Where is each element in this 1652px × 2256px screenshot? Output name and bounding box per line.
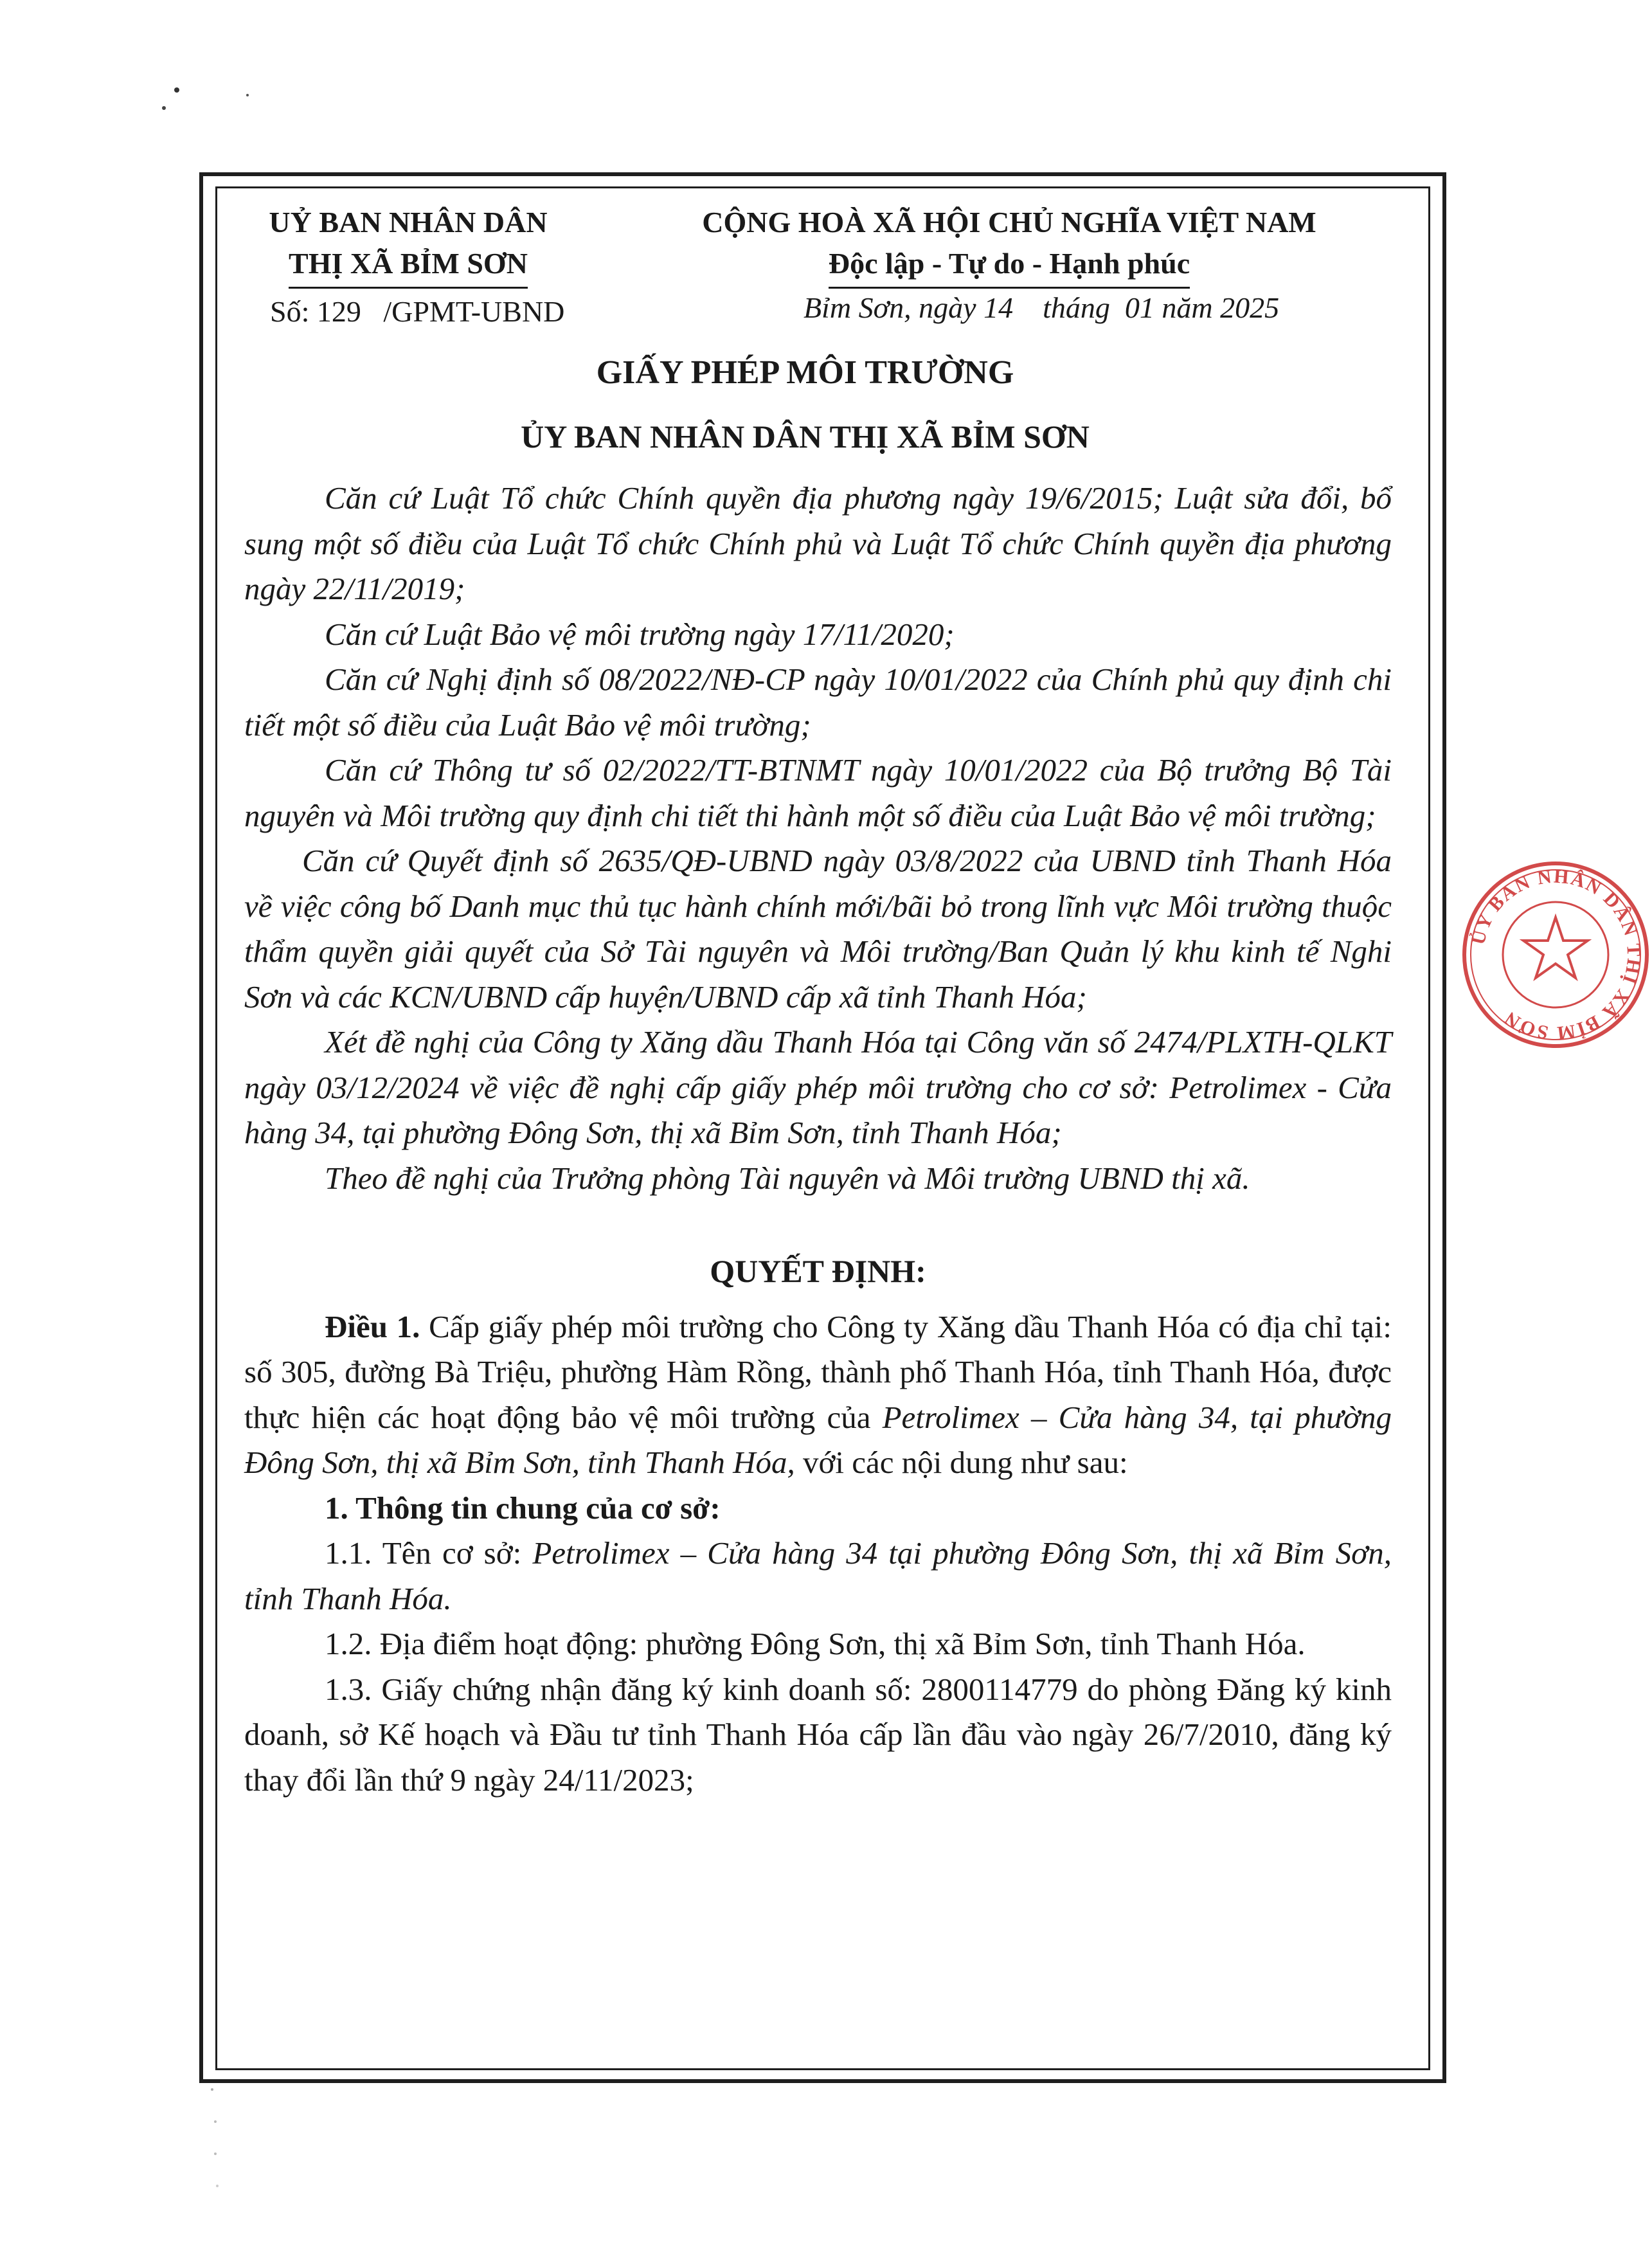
article-1-tail: với các nội dung như sau: xyxy=(795,1445,1128,1480)
issuing-agency xyxy=(244,202,572,289)
preamble-6: Xét đề nghị của Công ty Xăng dầu Thanh Hóa tại Công văn số 2474/PLXTH-QLKT ngày 03/12/2024 về việc đề nghị cấp giấy phép môi trường cho cơ sở: Petrolimex - Cửa hàng 34, tại phường Đông Sơn, thị xã Bỉm Sơn, tỉnh Thanh Hóa; xyxy=(244,1024,1392,1150)
seal-text: ỦY BAN NHÂN DÂN THỊ XÃ BỈM SƠN xyxy=(1467,865,1645,1044)
item-1-3: 1.3. Giấy chứng nhận đăng ký kinh doanh số: 2800114779 do phòng Đăng ký kinh doanh, sở Kế hoạch và Đầu tư tỉnh Thanh Hóa cấp lần đầu vào ngày 26/7/2010, đăng ký thay đổi lần thứ 9 ngày 24/11/2023; xyxy=(244,1671,1392,1798)
section-1-heading: 1. Thông tin chung của cơ sở: xyxy=(325,1490,721,1526)
document-body xyxy=(244,476,1392,1803)
item-1-1-value: Petrolimex – Cửa hàng 34 tại phường Đông Sơn, thị xã Bỉm Sơn, tỉnh Thanh Hóa. xyxy=(244,1535,1392,1616)
preamble-4: Căn cứ Thông tư số 02/2022/TT-BTNMT ngày 10/01/2022 của Bộ trưởng Bộ Tài nguyên và Môi trường quy định chi tiết thi hành một số điều của Luật Bảo vệ môi trường; xyxy=(244,752,1392,833)
issuer-title: ỦY BAN NHÂN DÂN THỊ XÃ BỈM SƠN xyxy=(521,419,1090,455)
preamble-2: Căn cứ Luật Bảo vệ môi trường ngày 17/11/2020; xyxy=(325,616,955,652)
article-1-facility: Petrolimex – Cửa hàng 34, tại phường Đông Sơn, thị xã Bỉm Sơn, tỉnh Thanh Hóa, xyxy=(244,1399,1392,1480)
document-title: GIẤY PHÉP MÔI TRƯỜNG xyxy=(596,354,1014,391)
preamble-7: Theo đề nghị của Trưởng phòng Tài nguyên và Môi trường UBND thị xã. xyxy=(325,1160,1250,1196)
preamble-5: Căn cứ Quyết định số 2635/QĐ-UBND ngày 03/8/2022 của UBND tỉnh Thanh Hóa về việc công bố Danh mục thủ tục hành chính mới/bãi bỏ trong lĩnh vực Môi trường thuộc thẩm quyền giải quyết của Sở Tài nguyên và Môi trường/Ban Quản lý khu kinh tế Nghi Sơn và các KCN/UBND cấp huyện/UBND cấp xã tỉnh Thanh Hóa; xyxy=(244,843,1392,1015)
decision-heading: QUYẾT ĐỊNH: xyxy=(710,1253,926,1289)
nation-line1: CỘNG HOÀ XÃ HỘI CHỦ NGHĨA VIỆT NAM xyxy=(702,206,1316,239)
agency-line2: THỊ XÃ BỈM SƠN xyxy=(289,243,528,289)
document-date: Bỉm Sơn, ngày 14 tháng 01 năm 2025 xyxy=(804,291,1280,324)
official-seal xyxy=(1459,858,1652,1051)
agency-line1: UỶ BAN NHÂN DÂN xyxy=(269,206,548,239)
preamble-1: Căn cứ Luật Tổ chức Chính quyền địa phương ngày 19/6/2015; Luật sửa đổi, bổ sung một số điều của Luật Tổ chức Chính phủ và Luật Tổ chức Chính quyền địa phương ngày 22/11/2019; xyxy=(244,480,1392,606)
document-number: Số: 129 /GPMT-UBND xyxy=(270,295,565,328)
svg-text:ỦY BAN NHÂN DÂN THỊ XÃ BỈM SƠN xyxy=(1468,865,1644,1043)
article-1-text: Cấp giấy phép môi trường cho Công ty Xăng dầu Thanh Hóa có địa chỉ tại: số 305, đường Bà Triệu, phường Hàm Rồng, thành phố Thanh Hóa, tỉnh Thanh Hóa, được thực hiện các hoạt động bảo vệ môi trường của xyxy=(244,1308,1392,1435)
preamble-3: Căn cứ Nghị định số 08/2022/NĐ-CP ngày 10/01/2022 của Chính phủ quy định chi tiết một số điều của Luật Bảo vệ môi trường; xyxy=(244,662,1392,743)
item-1-2: 1.2. Địa điểm hoạt động: phường Đông Sơn, thị xã Bỉm Sơn, tỉnh Thanh Hóa. xyxy=(325,1626,1306,1661)
article-1 xyxy=(244,1304,1392,1486)
article-1-label: Điều 1. xyxy=(325,1308,420,1344)
document-page xyxy=(244,193,1395,2044)
item-1-1 xyxy=(244,1531,1392,1621)
item-1-1-label: 1.1. Tên cơ sở: xyxy=(325,1535,533,1571)
national-header xyxy=(624,202,1395,289)
nation-motto: Độc lập - Tự do - Hạnh phúc xyxy=(829,243,1190,289)
